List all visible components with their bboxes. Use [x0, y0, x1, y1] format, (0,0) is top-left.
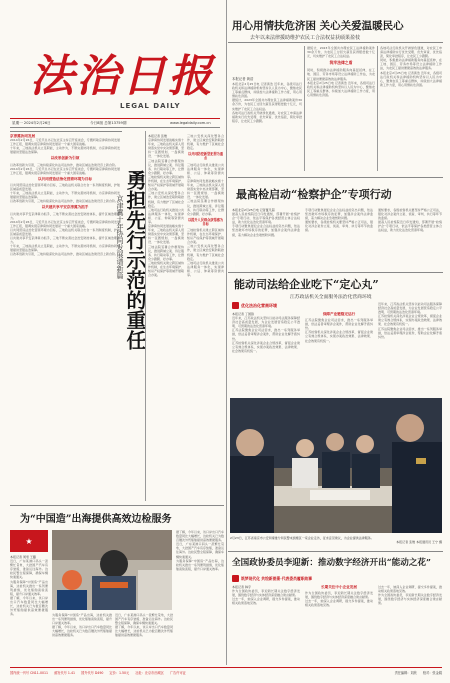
jiangsu-para-2b: 江苏法院聚焦企业司法需求，推出一系列服务举措，依法妥善审理涉企案件，帮助企业化解矛盾纠纷。: [305, 318, 373, 331]
inspection-para-1: 近日，广东某港口码头一派繁忙景象，大批国产汽车有序装船，准备运往海外。边检民警全程保障，确保车辆快速通关。: [10, 559, 48, 580]
masthead-rule: [10, 118, 220, 119]
jiangsu-subsection: 保障产业链稳定运行: [322, 312, 356, 316]
feature-section-1: 以共同防控新型犯罪为重点: [187, 152, 224, 161]
feature-para-2c: 三地法院签署合作框架协议，推进跨域立案、诉讼服务、执行联动等工作，让群众少跑腿、好办事。: [187, 199, 224, 216]
feature-para-1c: 京津冀协同发展战略实施十年来，三地政法机关深入贯彻落实党中央决策部署，坚持一张图规划、一盘棋建设、一体化发展。: [187, 178, 224, 200]
footer-item-2: 邮发代号 1-41: [54, 671, 76, 675]
top-story-bottom-rule: [228, 177, 443, 178]
feature-para-2b: 三地法院签署合作框架协议，推进跨域立案、诉讼服务、执行联动等工作，让群众少跑腿、好办事。: [148, 244, 184, 261]
procuratorate-para-3: 通知要求，各级检察机关要坚持严格公正司法，强化对涉企案件立案、侦查、审判、执行等环节的监督。: [305, 220, 373, 233]
inspection-top-rule: [10, 505, 224, 506]
cppcc-body-col3: [378, 585, 442, 665]
left-column-para-3b: 以改革创新为引领，三地持续深化执法司法协作，推动区域法治建设迈上新台阶。: [10, 199, 119, 204]
photo-scene-illustration: [230, 398, 442, 533]
jiangsu-tag-icon: [232, 302, 239, 309]
cppcc-subsection: 长期关注中小企业发展: [321, 585, 357, 589]
left-column-section-2: 以共同营造法治化营商环境为目标: [38, 176, 92, 181]
footer-item-5: 社址：北京市西城区: [135, 671, 164, 675]
top-story-para-4: 同时，积极推动法律援助服务向基层延伸，在工地、园区、劳务市场等设立法律援助工作站，为农民工提供便捷高效的法律服务。: [307, 68, 375, 81]
procuratorate-headline: 最高检启动“检察护企”专项行动: [236, 188, 392, 201]
masthead-website[interactable]: www.legaldaily.com.cn: [170, 121, 211, 125]
cppcc-para-1b: 作为全国政协委员，李迎新长期关注数字经济发展，围绕数字经济与实体经济深度融合建言献策。: [305, 591, 373, 600]
jiangsu-tag-label: 优化法治化营商环境: [241, 302, 277, 308]
feature-para-3b: 三地检察机关建立跨区域协作机制，在生态环境保护、知识产权保护等领域开展联合办案。: [148, 260, 184, 278]
top-story-body-col3: [380, 46, 442, 171]
feature-section-2: 以提升人民群众获得感为目标: [187, 217, 224, 226]
inspection-para-3c: 据了解，今年以来，该口岸出口汽车数量同比大幅增长，边检机关已为数百艘次外贸船舶提供高效便捷服务。: [115, 625, 173, 638]
top-story-subhead: 去年以来法律援助维护农民工合法权益获硕果盈枝: [250, 35, 361, 41]
cppcc-tag-icon: [232, 575, 239, 582]
top-story-byline: 本报记者 黄浩: [232, 77, 254, 81]
left-column-para-1c: 2014年2月26日，习近平总书记在北京主持召开座谈会，专题听取京津冀协同发展工作汇报，强调实现京津冀协同发展是一个重大国家战略。: [10, 219, 120, 228]
top-story-para-2b: 据统计，2023年全国共办理农民工法律援助案件30余万件，为农民工讨回欠薪及获得赔偿数十亿元，切实维护了农民工合法权益。: [307, 46, 375, 59]
feature-para-3: 三地检察机关建立跨区域协作机制，在生态环境保护、知识产权保护等领域开展联合办案。: [148, 174, 184, 192]
inspection-badge: [10, 530, 48, 552]
footer-proofreader: 校对：张金娟: [422, 671, 442, 675]
jiangsu-para-3b: 江苏检察机关深化涉案企业合规改革，督促企业建立有效合规体系，实现办案政治效果、法律效果、社会效果有机统一。: [305, 330, 373, 343]
top-story-divider-2: [377, 46, 378, 171]
top-story-para-1: 本报北京2月25日电 记者黄浩 近年来，各级司法行政机关和法律援助机构坚持以人民为中心，聚焦农民工等重点群体，持续加大法律援助工作力度，用心用情扶危济困。: [232, 82, 302, 99]
cppcc-para-2c: 过去一年，她深入企业调研，提交多件提案，推动相关政策落地见效。: [378, 585, 442, 594]
left-column-para-4b: 以共同营造法治化营商环境为目标，三地政法机关联合出台一系列制度机制，护航区域高质量发展。: [10, 227, 120, 236]
feature-headline: 勇担先行示范的重任: [123, 170, 147, 350]
cppcc-para-2b: 过去一年，她深入企业调研，提交多件提案，推动相关政策落地见效。: [305, 599, 373, 608]
footer-item-6: 广告许可证: [169, 671, 186, 675]
inspection-photo-illustration: [52, 530, 172, 610]
masthead-english: LEGAL DAILY: [120, 102, 181, 110]
left-column-para-5b: 以共建共享平安京津冀为抓手，三地不断完善社会治安防控体系，提升区域治理能力。: [10, 236, 120, 245]
procuratorate-body-col1: [232, 208, 300, 270]
inspection-para-1c: 近日，广东某港口码头一派繁忙景象，大批国产汽车有序装船，准备运往海外。边检民警全程保障，确保车辆快速通关。: [176, 542, 224, 559]
inspection-para-3: 据了解，今年以来，该口岸出口汽车数量同比大幅增长，边检机关已为数百艘次外贸船舶提供高效便捷服务。: [10, 595, 48, 617]
feature-para-1: 京津冀协同发展战略实施十年来，三地政法机关深入贯彻落实党中央决策部署，坚持一张图规划、一盘棋建设、一体化发展。: [148, 138, 184, 159]
feature-divider: [145, 131, 146, 501]
footer-item-4: 定价：1.50元: [109, 671, 130, 675]
top-story-section-title: 筑牢法律之盾: [329, 60, 353, 66]
jiangsu-para-3: 江苏检察机关深化涉案企业合规改革，督促企业建立有效合规体系，实现办案政治效果、法律效果、社会效果有机统一。: [232, 340, 300, 353]
feature-para-4b: 三地公安机关深化警务合作，建立区域治安联防联控机制，有力维护了区域社会稳定。: [187, 134, 224, 151]
inspection-byline: 本报记者 周雯 王璐: [10, 555, 36, 559]
procuratorate-bottom-rule: [228, 272, 443, 273]
photo-caption: [230, 536, 442, 548]
jiangsu-subhead: 江苏政法机关全面服务法治化营商环境: [290, 295, 372, 300]
left-column-para-3c: 以改革创新为引领，三地持续深化执法司法协作，推动区域法治建设迈上新台阶。: [10, 252, 119, 257]
inspection-para-3b: 据了解，今年以来，该口岸出口汽车数量同比大幅增长，边检机关已为数百艘次外贸船舶提供高效便捷服务。: [52, 625, 112, 638]
photo-credit: 本报记者 张维 本报通讯员 王宁 摄: [396, 540, 442, 545]
feature-para-5: 三地司法行政机关推进公共法律服务一体化，实现律师、公证、仲裁等资源共享。: [148, 207, 184, 224]
inspection-para-2b: 为服务保障“中国造”产品出海，边检机关推出一系列便利措施，优化船舶查验流程，提升口岸通关效率。: [52, 613, 112, 626]
police-photo: [230, 398, 442, 533]
top-story-rule: [228, 42, 443, 43]
left-column-body: [10, 134, 120, 504]
inspection-para-2c: 为服务保障“中国造”产品出海，边检机关推出一系列便利措施，优化船舶查验流程，提升口岸通关效率。: [176, 558, 224, 571]
cppcc-body-col1: [232, 585, 300, 665]
left-column-kicker: 京津冀协同发展: [10, 134, 36, 138]
top-story-para-3b: 各地司法行政机关开辟绿色通道，对农民工申请法律援助实行优先受理、优先审查、优先指派，简化审批程序，让农民工少跑腿。: [380, 46, 442, 59]
jiangsu-para-2c: 江苏法院聚焦企业司法需求，推出一系列服务举措，依法妥善审理涉企案件，帮助企业化解矛盾纠纷。: [378, 326, 442, 339]
jiangsu-body-col1: [232, 312, 300, 394]
cppcc-byline: 本报记者 韩宇: [232, 585, 251, 589]
left-column-para-5: 以共建共享平安京津冀为抓手，三地不断完善社会治安防控体系，提升区域治理能力。: [10, 211, 120, 220]
feature-para-4c: 三地公安机关深化警务合作，建立区域治安联防联控机制，有力维护了区域社会稳定。: [187, 244, 224, 261]
jiangsu-headline: 能动司法给企业吃下“定心丸”: [234, 278, 379, 291]
feature-para-5c: 三地司法行政机关推进公共法律服务一体化，实现律师、公证、仲裁等资源共享。: [187, 260, 224, 277]
cppcc-para-1: 作为全国政协委员，李迎新长期关注数字经济发展，围绕数字经济与实体经济深度融合建言献策。: [232, 589, 300, 598]
inspection-para-2: 为服务保障“中国造”产品出海，边检机关推出一系列便利措施，优化船舶查验流程，提升口岸通关效率。: [10, 579, 48, 596]
inspection-para-3d: 据了解，今年以来，该口岸出口汽车数量同比大幅增长，边检机关已为数百艘次外贸船舶提供高效便捷服务。: [176, 530, 224, 543]
top-story-body-col1: [232, 82, 302, 172]
cppcc-tag-label: 筑梦现代化 共绘新图景·代表委员履职故事: [241, 575, 313, 581]
left-column-para-2: 十年来，三地政法机关立足职能，主动作为，不断完善协同机制，为京津冀协同发展提供坚强法治保障。: [10, 146, 120, 155]
feature-para-5b: 三地司法行政机关推进公共法律服务一体化，实现律师、公证、仲裁等资源共享。: [187, 162, 224, 179]
masthead: [10, 30, 220, 120]
feature-subhead: 京津冀十年协同发展谱新篇: [116, 195, 124, 279]
procuratorate-para-1: 最高人民检察院近日印发通知，部署开展“检察护企”专项行动，依法平等保护各类经营主体合法权益，助力优化法治化营商环境。: [232, 212, 300, 225]
inspection-para-1b: 近日，广东某港口码头一派繁忙景象，大批国产汽车有序装船，准备运往海外。边检民警全程保障，确保车辆快速通关。: [115, 613, 173, 626]
feature-para-3c: 三地检察机关建立跨区域协作机制，在生态环境保护、知识产权保护等领域开展联合办案。: [187, 227, 224, 245]
procuratorate-byline: 本报北京2月25日电 记者董凡超: [232, 208, 275, 212]
masthead-edition: 今日8版 总第13759期: [90, 121, 127, 125]
photo-caption-text: 2月23日，江苏省南京市公安局秦淮分局民警来到辖区一家企业走访，征求意见建议，为企业提供法律服务。: [230, 536, 374, 540]
jiangsu-body-col2: [305, 312, 373, 394]
procuratorate-body-col2: [305, 208, 373, 270]
footer-bar: [10, 667, 442, 677]
left-column-para-4: 以共同营造法治化营商环境为目标，三地政法机关联合出台一系列制度机制，护航区域高质量发展。: [10, 182, 120, 192]
cppcc-headline: 全国政协委员李迎新：推动数字经济开出“能动之花”: [232, 558, 431, 568]
inspection-headline: 为“中国造”出海提供高效边检服务: [20, 514, 172, 525]
footer-item-1: 国内统一刊号 CN11-0011: [10, 671, 49, 675]
footer-editor: 责任编辑：刘欣: [394, 671, 417, 675]
jiangsu-para-2: 江苏法院聚焦企业司法需求，推出一系列服务举措，依法妥善审理涉企案件，帮助企业化解矛盾纠纷。: [232, 328, 300, 341]
left-column-para-2c: 十年来，三地政法机关立足职能，主动作为，不断完善协同机制，为京津冀协同发展提供坚强法治保障。: [10, 244, 120, 253]
masthead-title: 法治日报: [30, 51, 214, 102]
feature-para-1b: 京津冀协同发展战略实施十年来，三地政法机关深入贯彻落实党中央决策部署，坚持一张图规划、一盘棋建设、一体化发展。: [148, 224, 184, 245]
top-story-body-col2: [307, 46, 375, 171]
top-story-para-1b: 本报北京2月25日电 记者黄浩 近年来，各级司法行政机关和法律援助机构坚持以人民为中心，聚焦农民工等重点群体，持续加大法律援助工作力度，用心用情扶危济困。: [307, 80, 375, 97]
procuratorate-para-2b: 专项行动聚焦侵犯企业合法权益的突出问题，依法惩治破坏市场秩序的犯罪，加强涉企案件法律监督，着力解决企业急难愁盼问题。: [305, 208, 373, 221]
inspection-body-col3: [115, 613, 173, 663]
left-column-para-1: 2014年2月26日，习近平总书记在北京主持召开座谈会，专题听取京津冀协同发展工作汇报，强调实现京津冀协同发展是一个重大国家战略。: [10, 138, 120, 147]
left-column-section-3: 以共建共享平安京津冀为抓手: [41, 205, 89, 210]
procuratorate-para-3b: 通知要求，各级检察机关要坚持严格公正司法，强化对涉企案件立案、侦查、审判、执行等环节的监督。: [378, 208, 442, 221]
left-column-para-2b: 十年来，三地政法机关立足职能，主动作为，不断完善协同机制，为京津冀协同发展提供坚强法治保障。: [10, 191, 120, 200]
main-column-divider: [226, 0, 227, 665]
cppcc-tag: [232, 575, 312, 582]
inspection-body-col1: [10, 555, 48, 663]
left-column-para-1b: 2014年2月26日，习近平总书记在北京主持召开座谈会，专题听取京津冀协同发展工作汇报，强调实现京津冀协同发展是一个重大国家战略。: [10, 166, 120, 175]
top-story-headline: 用心用情扶危济困 关心关爱温暖民心: [232, 20, 404, 32]
masthead-rule-bottom: [10, 127, 220, 128]
inspection-badge-icon: ★: [25, 536, 33, 546]
feature-byline: 本报记者 张维: [148, 134, 167, 138]
top-story-para-1c: 本报北京2月25日电 记者黄浩 近年来，各级司法行政机关和法律援助机构坚持以人民为中心，聚焦农民工等重点群体，持续加大法律援助工作力度，用心用情扶危济困。: [380, 70, 442, 87]
feature-para-2: 三地法院签署合作框架协议，推进跨域立案、诉讼服务、执行联动等工作，让群众少跑腿、好办事。: [148, 158, 184, 175]
jiangsu-body-col3: [378, 302, 442, 394]
feature-body-col2: [187, 134, 224, 501]
left-column-top-rule: [10, 131, 122, 132]
feature-para-4: 三地公安机关深化警务合作，建立区域治安联防联控机制，有力维护了区域社会稳定。: [148, 191, 184, 208]
cppcc-para-1c: 作为全国政协委员，李迎新长期关注数字经济发展，围绕数字经济与实体经济深度融合建言献策。: [378, 593, 442, 606]
jiangsu-tag: [232, 302, 277, 309]
jiangsu-byline: 本报记者 丁国锋: [232, 312, 254, 316]
inspection-body-col2: [52, 613, 112, 663]
masthead-date: 星期一 2024年2月26日: [12, 121, 51, 125]
top-story-para-4b: 同时，积极推动法律援助服务向基层延伸，在工地、园区、劳务市场等设立法律援助工作站，为农民工提供便捷高效的法律服务。: [380, 58, 442, 71]
top-story-para-3: 各地司法行政机关开辟绿色通道，对农民工申请法律援助实行优先受理、优先审查、优先指派，简化审批程序，让农民工少跑腿。: [232, 110, 302, 123]
photo-bottom-rule: [228, 551, 443, 552]
cppcc-body-col2: [305, 585, 373, 665]
top-story-divider-1: [304, 46, 305, 171]
procuratorate-para-2: 专项行动聚焦侵犯企业合法权益的突出问题，依法惩治破坏市场秩序的犯罪，加强涉企案件法律监督，着力解决企业急难愁盼问题。: [232, 224, 300, 237]
inspection-body-col4: [176, 530, 224, 663]
procuratorate-body-col3: [378, 208, 442, 270]
top-story-para-2: 据统计，2023年全国共办理农民工法律援助案件30余万件，为农民工讨回欠薪及获得赔偿数十亿元，切实维护了农民工合法权益。: [232, 98, 302, 111]
jiangsu-para-1: 近年来，江苏政法机关坚持以能动司法服务保障经济社会高质量发展，为企业发展营造稳定公平透明、可预期的法治化营商环境。: [232, 316, 300, 329]
jiangsu-para-3c: 江苏检察机关深化涉案企业合规改革，督促企业建立有效合规体系，实现办案政治效果、法律效果、社会效果有机统一。: [378, 314, 442, 327]
inspection-photo: [52, 530, 172, 610]
jiangsu-para-1b: 近年来，江苏政法机关坚持以能动司法服务保障经济社会高质量发展，为企业发展营造稳定公平透明、可预期的法治化营商环境。: [378, 302, 442, 315]
left-column-section-1: 以改革创新为引领: [50, 156, 80, 161]
left-column-para-3: 以改革创新为引领，三地持续深化执法司法协作，推动区域法治建设迈上新台阶。: [10, 162, 119, 167]
feature-body-col1: [148, 134, 184, 501]
cppcc-para-2: 过去一年，她深入企业调研，提交多件提案，推动相关政策落地见效。: [232, 597, 300, 606]
procuratorate-para-1b: 最高人民检察院近日印发通知，部署开展“检察护企”专项行动，依法平等保护各类经营主体合法权益，助力优化法治化营商环境。: [378, 220, 442, 233]
footer-item-3: 国外代号 D490: [81, 671, 104, 675]
